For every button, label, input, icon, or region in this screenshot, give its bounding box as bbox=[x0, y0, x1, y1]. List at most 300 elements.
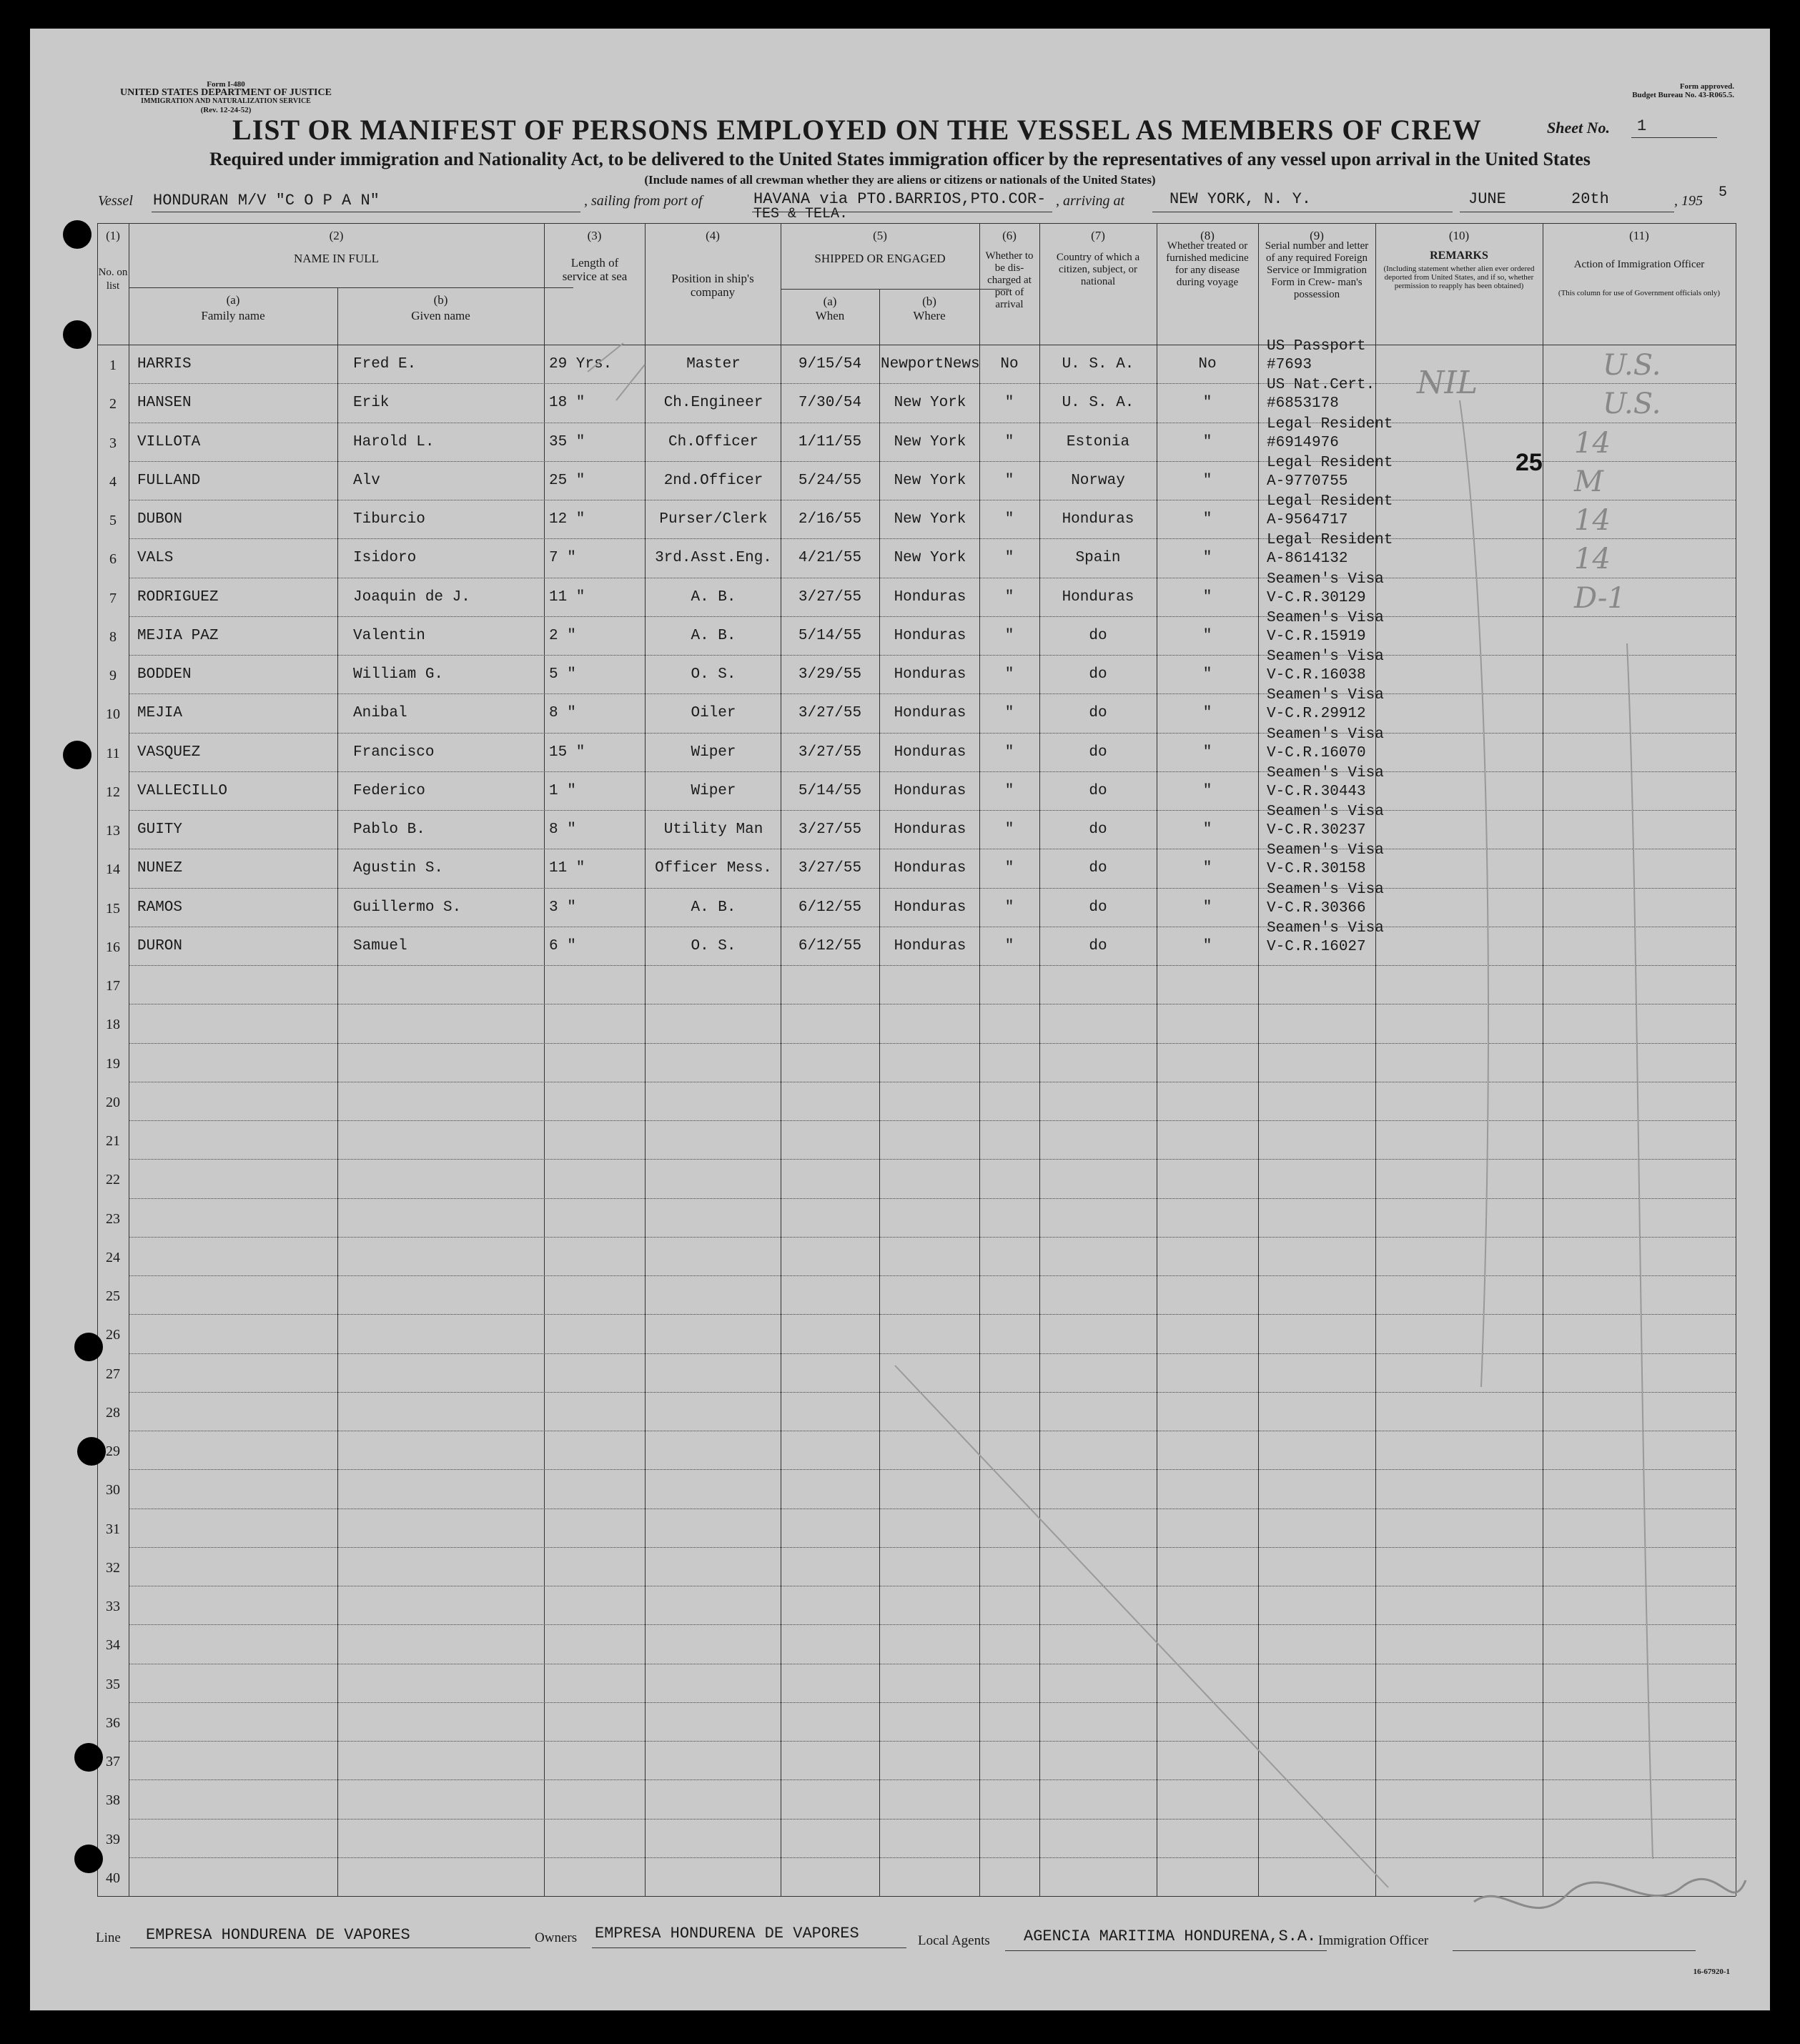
given-name-cell: Federico bbox=[353, 782, 425, 799]
col9-header: Serial number and letter of any required Foreign Service or Immigration Form in Crew- man's possession bbox=[1265, 240, 1369, 300]
document-number-cell: #6853178 bbox=[1267, 395, 1339, 413]
family-name-cell: RODRIGUEZ bbox=[137, 588, 219, 606]
shipped-when-cell: 6/12/55 bbox=[798, 937, 862, 954]
shipped-where-cell: Honduras bbox=[894, 782, 966, 799]
arriving-port: NEW YORK, N. Y. bbox=[1169, 190, 1312, 208]
discharged-cell: " bbox=[1004, 782, 1014, 799]
position-cell: Purser/Clerk bbox=[659, 511, 768, 528]
col6-header: Whether to be dis- charged at port of arrival bbox=[985, 250, 1034, 310]
col3-header: Length of service at sea bbox=[562, 256, 628, 283]
discharged-cell: No bbox=[1000, 356, 1019, 372]
service-cell: 5 " bbox=[549, 666, 576, 683]
officer-action-mark: D-1 bbox=[1574, 581, 1626, 615]
document-number-cell: V-C.R.15919 bbox=[1267, 628, 1366, 645]
service-cell: 8 " bbox=[549, 821, 576, 838]
officer-underline bbox=[1453, 1950, 1696, 1951]
document-number-cell: V-C.R.30129 bbox=[1267, 589, 1366, 606]
row-number: 9 bbox=[109, 668, 117, 683]
document-number-cell: V-C.R.30443 bbox=[1267, 783, 1366, 800]
row-number: 32 bbox=[106, 1559, 120, 1576]
service-cell: 29 Yrs. bbox=[549, 356, 613, 372]
service-cell: 2 " bbox=[549, 627, 576, 644]
shipped-where-cell: New York bbox=[894, 433, 966, 450]
shipped-where-cell: Honduras bbox=[894, 860, 966, 877]
col5a-number: (a) bbox=[823, 295, 837, 308]
given-name-cell: Tiburcio bbox=[353, 511, 425, 528]
col5b-number: (b) bbox=[922, 295, 936, 308]
service-cell: 1 " bbox=[549, 782, 576, 799]
page-title: LIST OR MANIFEST OF PERSONS EMPLOYED ON THE VESSEL AS MEMBERS OF CREW bbox=[232, 114, 1482, 146]
medicine-cell: " bbox=[1202, 588, 1212, 606]
service-cell: 11 " bbox=[549, 588, 585, 606]
position-cell: 3rd.Asst.Eng. bbox=[655, 550, 772, 567]
remark-nil-mark: NIL bbox=[1417, 365, 1478, 401]
shipped-where-cell: Honduras bbox=[894, 937, 966, 954]
include-note: (Include names of all crewman whether they are aliens or citizens or nationals of the United States) bbox=[644, 173, 1156, 187]
medicine-cell: " bbox=[1202, 550, 1212, 567]
col10-number: (10) bbox=[1448, 229, 1470, 242]
row-number: 29 bbox=[106, 1443, 120, 1459]
given-name-cell: Valentin bbox=[353, 627, 425, 644]
shipped-when-cell: 3/27/55 bbox=[798, 705, 862, 722]
given-name-cell: Erik bbox=[353, 395, 390, 412]
discharged-cell: " bbox=[1004, 627, 1014, 644]
row-number: 34 bbox=[106, 1637, 120, 1654]
discharged-cell: " bbox=[1004, 937, 1014, 954]
discharged-cell: " bbox=[1004, 550, 1014, 567]
position-cell: Utility Man bbox=[663, 821, 763, 838]
punch-hole bbox=[63, 741, 92, 769]
sailing-port-1: HAVANA via PTO.BARRIOS,PTO.COR- bbox=[753, 190, 1047, 208]
position-cell: Wiper bbox=[691, 744, 736, 761]
year-suffix: 5 bbox=[1719, 184, 1728, 201]
given-name-cell: Joaquin de J. bbox=[353, 588, 470, 606]
row-number: 28 bbox=[106, 1404, 120, 1421]
family-name-cell: MEJIA PAZ bbox=[137, 627, 219, 644]
col11-number: (11) bbox=[1629, 229, 1649, 242]
family-name-cell: VILLOTA bbox=[137, 433, 201, 450]
page-subtitle: Required under immigration and Nationality Act, to be delivered to the United States immigration officer by the representatives of any vessel upon arrival in the United States bbox=[209, 149, 1591, 169]
document-number-cell: A-9564717 bbox=[1267, 512, 1348, 528]
medicine-cell: " bbox=[1202, 666, 1212, 683]
discharged-cell: " bbox=[1004, 860, 1014, 877]
document-number-cell: V-C.R.30158 bbox=[1267, 861, 1366, 878]
owners-underline bbox=[592, 1947, 906, 1948]
document-type-cell: Seamen's Visa bbox=[1267, 919, 1384, 937]
col6-number: (6) bbox=[1002, 229, 1017, 242]
punch-hole bbox=[74, 1333, 103, 1361]
row-number: 2 bbox=[109, 396, 117, 413]
country-cell: Norway bbox=[1071, 472, 1125, 489]
given-name-cell: Agustin S. bbox=[353, 860, 444, 877]
medicine-cell: " bbox=[1202, 860, 1212, 877]
shipped-when-cell: 5/24/55 bbox=[798, 472, 862, 489]
officer-action-mark: U.S. bbox=[1603, 387, 1661, 421]
country-cell: do bbox=[1089, 782, 1107, 799]
row-number: 37 bbox=[106, 1754, 120, 1769]
row-number: 11 bbox=[106, 745, 120, 761]
service-cell: 18 " bbox=[549, 395, 585, 412]
print-code: 16-67920-1 bbox=[1693, 1968, 1730, 1976]
family-name-cell: DUBON bbox=[137, 511, 183, 528]
family-name-cell: RAMOS bbox=[137, 899, 183, 916]
shipped-when-cell: 2/16/55 bbox=[798, 511, 862, 528]
medicine-cell: No bbox=[1198, 356, 1217, 372]
row-number: 36 bbox=[106, 1714, 120, 1731]
shipped-when-cell: 3/29/55 bbox=[798, 666, 862, 683]
col2b-header: Given name bbox=[411, 309, 470, 322]
shipped-when-cell: 5/14/55 bbox=[798, 627, 862, 644]
row-number: 24 bbox=[106, 1249, 120, 1265]
punch-hole bbox=[74, 1845, 103, 1873]
position-cell: Oiler bbox=[691, 705, 736, 722]
row-number: 38 bbox=[106, 1792, 120, 1809]
document-type-cell: Legal Resident bbox=[1267, 532, 1393, 549]
sheet-number-label: Sheet No. bbox=[1547, 119, 1610, 137]
col2-number: (2) bbox=[329, 229, 344, 242]
row-number: 33 bbox=[106, 1599, 120, 1614]
row-number: 25 bbox=[106, 1288, 120, 1304]
document-number-cell: V-C.R.30237 bbox=[1267, 822, 1366, 839]
country-cell: Estonia bbox=[1066, 433, 1130, 450]
position-cell: A. B. bbox=[691, 627, 736, 644]
arrival-month: JUNE bbox=[1468, 190, 1506, 208]
country-cell: do bbox=[1089, 744, 1107, 761]
shipped-where-cell: Honduras bbox=[894, 588, 966, 606]
row-number: 1 bbox=[109, 357, 117, 373]
discharged-cell: " bbox=[1004, 395, 1014, 412]
given-name-cell: William G. bbox=[353, 666, 444, 683]
country-cell: do bbox=[1089, 821, 1107, 838]
position-cell: 2nd.Officer bbox=[663, 472, 763, 489]
document-number-cell: A-8614132 bbox=[1267, 551, 1348, 568]
owners-label: Owners bbox=[535, 1930, 578, 1945]
shipped-when-cell: 5/14/55 bbox=[798, 782, 862, 799]
col5-number: (5) bbox=[873, 229, 887, 242]
officer-label: Immigration Officer bbox=[1318, 1933, 1429, 1948]
medicine-cell: " bbox=[1202, 472, 1212, 489]
agents-value: AGENCIA MARITIMA HONDURENA,S.A. bbox=[1024, 1927, 1317, 1945]
col4-header: Position in ship's company bbox=[671, 272, 754, 299]
document-type-cell: Seamen's Visa bbox=[1267, 842, 1384, 859]
document-type-cell: Seamen's Visa bbox=[1267, 687, 1384, 704]
position-cell: O. S. bbox=[691, 666, 736, 683]
given-name-cell: Guillermo S. bbox=[353, 899, 462, 916]
family-name-cell: BODDEN bbox=[137, 666, 192, 683]
document-type-cell: Seamen's Visa bbox=[1267, 648, 1384, 665]
row-number: 21 bbox=[106, 1133, 120, 1149]
document-number-cell: V-C.R.29912 bbox=[1267, 706, 1366, 723]
col1-number: (1) bbox=[106, 229, 120, 242]
budget-bureau-text: Budget Bureau No. 43-R065.5. bbox=[1632, 91, 1734, 99]
medicine-cell: " bbox=[1202, 705, 1212, 722]
row-number: 39 bbox=[106, 1831, 120, 1847]
row-number: 27 bbox=[106, 1366, 120, 1382]
row-number: 20 bbox=[106, 1094, 120, 1110]
document-type-cell: Seamen's Visa bbox=[1267, 726, 1384, 743]
medicine-cell: " bbox=[1202, 821, 1212, 838]
family-name-cell: HANSEN bbox=[137, 395, 192, 412]
service-cell: 3 " bbox=[549, 899, 576, 916]
discharged-cell: " bbox=[1004, 433, 1014, 450]
country-cell: do bbox=[1089, 705, 1107, 722]
row-number: 15 bbox=[106, 900, 120, 917]
col7-header: Country of which a citizen, subject, or national bbox=[1056, 252, 1140, 287]
shipped-where-cell: New York bbox=[894, 472, 966, 489]
row-number: 22 bbox=[106, 1172, 120, 1188]
family-name-cell: FULLAND bbox=[137, 472, 201, 489]
row-number: 16 bbox=[106, 939, 120, 955]
country-cell: do bbox=[1089, 627, 1107, 644]
row-number: 23 bbox=[106, 1210, 120, 1227]
punch-hole bbox=[77, 1437, 106, 1466]
service-cell: 12 " bbox=[549, 511, 585, 528]
given-name-cell: Samuel bbox=[353, 937, 407, 954]
medicine-cell: " bbox=[1202, 937, 1212, 954]
shipped-when-cell: 7/30/54 bbox=[798, 395, 862, 412]
service-name: IMMIGRATION AND NATURALIZATION SERVICE bbox=[141, 97, 311, 105]
agents-underline bbox=[1005, 1950, 1327, 1951]
sailing-port-2: TES & TELA. bbox=[753, 206, 849, 222]
shipped-where-cell: New York bbox=[894, 511, 966, 528]
document-type-cell: Legal Resident bbox=[1267, 415, 1393, 433]
family-name-cell: HARRIS bbox=[137, 356, 192, 372]
col2-header: NAME IN FULL bbox=[294, 252, 379, 265]
col5b-header: Where bbox=[913, 309, 946, 322]
sheet-number-value: 1 bbox=[1637, 117, 1647, 135]
document-number-cell: #7693 bbox=[1267, 357, 1312, 373]
col8-number: (8) bbox=[1200, 229, 1215, 242]
medicine-cell: " bbox=[1202, 395, 1212, 412]
family-name-cell: VALS bbox=[137, 550, 174, 567]
col1-header: No. on list bbox=[98, 267, 128, 292]
shipped-when-cell: 4/21/55 bbox=[798, 550, 862, 567]
position-cell: O. S. bbox=[691, 937, 736, 954]
position-cell: Ch.Officer bbox=[668, 433, 759, 450]
form-approved-text: Form approved. bbox=[1679, 82, 1734, 91]
col8-header: Whether treated or furnished medicine for any disease during voyage bbox=[1166, 240, 1249, 288]
line-value: EMPRESA HONDURENA DE VAPORES bbox=[146, 1926, 410, 1944]
document-type-cell: Seamen's Visa bbox=[1267, 881, 1384, 898]
line-label: Line bbox=[96, 1930, 121, 1945]
document-type-cell: US Nat.Cert. bbox=[1267, 377, 1375, 394]
position-cell: Master bbox=[686, 356, 741, 372]
col10-note: (Including statement whether alien ever ordered deported from United States, and if so, whether permission to reapply has been obtained) bbox=[1383, 265, 1535, 290]
col4-number: (4) bbox=[706, 229, 720, 242]
row-number: 12 bbox=[106, 784, 120, 800]
service-cell: 35 " bbox=[549, 433, 585, 450]
line-underline bbox=[130, 1947, 530, 1948]
col2b-number: (b) bbox=[433, 293, 448, 307]
document-type-cell: Seamen's Visa bbox=[1267, 804, 1384, 820]
row-number: 40 bbox=[106, 1870, 120, 1886]
given-name-cell: Anibal bbox=[353, 705, 407, 722]
row-number: 17 bbox=[106, 978, 120, 994]
shipped-where-cell: New York bbox=[894, 395, 966, 412]
document-number-cell: #6914976 bbox=[1267, 434, 1339, 451]
document-type-cell: Seamen's Visa bbox=[1267, 571, 1384, 588]
row-number: 6 bbox=[109, 551, 117, 568]
officer-action-mark: 14 bbox=[1574, 543, 1611, 576]
shipped-when-cell: 1/11/55 bbox=[798, 433, 862, 450]
manifest-sheet bbox=[30, 29, 1770, 2010]
medicine-cell: " bbox=[1202, 782, 1212, 799]
shipped-where-cell: New York bbox=[894, 550, 966, 567]
shipped-where-cell: Honduras bbox=[894, 666, 966, 683]
shipped-where-cell: Honduras bbox=[894, 705, 966, 722]
discharged-cell: " bbox=[1004, 511, 1014, 528]
stamp-number: 25 bbox=[1515, 449, 1543, 476]
position-cell: A. B. bbox=[691, 899, 736, 916]
row-number: 13 bbox=[106, 823, 120, 839]
family-name-cell: NUNEZ bbox=[137, 860, 183, 877]
agents-label: Local Agents bbox=[918, 1933, 990, 1948]
country-cell: Honduras bbox=[1062, 511, 1134, 528]
shipped-when-cell: 3/27/55 bbox=[798, 821, 862, 838]
shipped-where-cell: NewportNews bbox=[881, 356, 980, 372]
country-cell: do bbox=[1089, 899, 1107, 916]
country-cell: Honduras bbox=[1062, 588, 1134, 606]
row-number: 19 bbox=[106, 1055, 120, 1072]
service-cell: 6 " bbox=[549, 937, 576, 954]
shipped-where-cell: Honduras bbox=[894, 627, 966, 644]
position-cell: Officer Mess. bbox=[655, 860, 772, 877]
discharged-cell: " bbox=[1004, 588, 1014, 606]
document-type-cell: Seamen's Visa bbox=[1267, 609, 1384, 626]
shipped-when-cell: 9/15/54 bbox=[798, 356, 862, 372]
discharged-cell: " bbox=[1004, 899, 1014, 916]
given-name-cell: Harold L. bbox=[353, 433, 435, 450]
col11-note: (This column for use of Government officials only) bbox=[1558, 289, 1721, 297]
given-name-cell: Fred E. bbox=[353, 356, 417, 372]
country-cell: do bbox=[1089, 666, 1107, 683]
service-cell: 11 " bbox=[549, 860, 585, 877]
officer-action-mark: U.S. bbox=[1603, 349, 1661, 382]
family-name-cell: GUITY bbox=[137, 821, 183, 838]
col5a-header: When bbox=[815, 309, 845, 322]
family-name-cell: VASQUEZ bbox=[137, 744, 201, 761]
col5-header: SHIPPED OR ENGAGED bbox=[814, 252, 946, 265]
document-number-cell: V-C.R.30366 bbox=[1267, 899, 1366, 917]
given-name-cell: Isidoro bbox=[353, 550, 417, 567]
row-number: 8 bbox=[109, 628, 117, 645]
col2a-header: Family name bbox=[201, 309, 265, 322]
row-number: 35 bbox=[106, 1676, 120, 1692]
family-name-cell: DURON bbox=[137, 937, 183, 954]
discharged-cell: " bbox=[1004, 705, 1014, 722]
col3-number: (3) bbox=[587, 229, 602, 242]
row-number: 30 bbox=[106, 1482, 120, 1499]
col10-header: REMARKS bbox=[1430, 250, 1488, 262]
service-cell: 25 " bbox=[549, 472, 585, 489]
medicine-cell: " bbox=[1202, 627, 1212, 644]
row-number: 14 bbox=[106, 861, 120, 878]
arriving-label: , arriving at bbox=[1056, 193, 1125, 209]
shipped-when-cell: 6/12/55 bbox=[798, 899, 862, 916]
country-cell: do bbox=[1089, 937, 1107, 954]
row-number: 31 bbox=[106, 1521, 120, 1537]
year-prefix: , 195 bbox=[1674, 193, 1703, 209]
officer-action-mark: M bbox=[1574, 465, 1603, 498]
given-name-cell: Pablo B. bbox=[353, 821, 425, 838]
document-type-cell: Legal Resident bbox=[1267, 454, 1393, 471]
document-number-cell: A-9770755 bbox=[1267, 473, 1348, 490]
col9-number: (9) bbox=[1310, 229, 1324, 242]
medicine-cell: " bbox=[1202, 744, 1212, 761]
position-cell: Ch.Engineer bbox=[663, 395, 763, 412]
document-number-cell: V-C.R.16027 bbox=[1267, 938, 1366, 955]
given-name-cell: Alv bbox=[353, 472, 380, 489]
medicine-cell: " bbox=[1202, 433, 1212, 450]
punch-hole bbox=[74, 1743, 103, 1772]
service-cell: 15 " bbox=[549, 744, 585, 761]
sailing-label: , sailing from port of bbox=[584, 193, 703, 209]
shipped-where-cell: Honduras bbox=[894, 744, 966, 761]
shipped-when-cell: 3/27/55 bbox=[798, 744, 862, 761]
punch-hole bbox=[63, 220, 92, 249]
row-number: 7 bbox=[109, 590, 117, 606]
officer-action-mark: 14 bbox=[1574, 504, 1611, 537]
discharged-cell: " bbox=[1004, 821, 1014, 838]
shipped-when-cell: 3/27/55 bbox=[798, 588, 862, 606]
shipped-where-cell: Honduras bbox=[894, 899, 966, 916]
document-number-cell: V-C.R.16038 bbox=[1267, 667, 1366, 683]
country-cell: U. S. A. bbox=[1062, 395, 1134, 412]
document-type-cell: Seamen's Visa bbox=[1267, 764, 1384, 781]
discharged-cell: " bbox=[1004, 472, 1014, 489]
row-number: 10 bbox=[106, 706, 120, 723]
position-cell: Wiper bbox=[691, 782, 736, 799]
medicine-cell: " bbox=[1202, 899, 1212, 916]
given-name-cell: Francisco bbox=[353, 744, 435, 761]
document-type-cell: US Passport bbox=[1267, 338, 1366, 355]
arrival-day: 20th bbox=[1571, 190, 1609, 208]
vessel-label: Vessel bbox=[98, 193, 133, 209]
punch-hole bbox=[63, 320, 92, 349]
shipped-when-cell: 3/27/55 bbox=[798, 860, 862, 877]
discharged-cell: " bbox=[1004, 666, 1014, 683]
row-number: 3 bbox=[109, 435, 117, 451]
document-number-cell: V-C.R.16070 bbox=[1267, 744, 1366, 761]
family-name-cell: MEJIA bbox=[137, 705, 183, 722]
document-type-cell: Legal Resident bbox=[1267, 493, 1393, 510]
discharged-cell: " bbox=[1004, 744, 1014, 761]
family-name-cell: VALLECILLO bbox=[137, 782, 228, 799]
department-name: UNITED STATES DEPARTMENT OF JUSTICE bbox=[120, 87, 332, 98]
shipped-where-cell: Honduras bbox=[894, 821, 966, 838]
col2a-number: (a) bbox=[226, 293, 240, 307]
revision-date: (Rev. 12-24-52) bbox=[200, 106, 252, 114]
country-cell: do bbox=[1089, 860, 1107, 877]
service-cell: 7 " bbox=[549, 550, 576, 567]
pencil-strokes bbox=[30, 29, 1770, 2010]
col11-header: Action of Immigration Officer bbox=[1573, 259, 1705, 270]
form-number: Form I-480 bbox=[207, 80, 245, 89]
country-cell: U. S. A. bbox=[1062, 356, 1134, 372]
country-cell: Spain bbox=[1075, 550, 1121, 567]
row-number: 26 bbox=[106, 1327, 120, 1343]
row-number: 4 bbox=[109, 473, 117, 490]
position-cell: A. B. bbox=[691, 588, 736, 606]
owners-value: EMPRESA HONDURENA DE VAPORES bbox=[595, 1925, 859, 1942]
vessel-name: HONDURAN M/V "C O P A N" bbox=[153, 192, 380, 209]
service-cell: 8 " bbox=[549, 705, 576, 722]
officer-action-mark: 14 bbox=[1574, 426, 1611, 460]
col7-number: (7) bbox=[1091, 229, 1105, 242]
medicine-cell: " bbox=[1202, 511, 1212, 528]
row-number: 5 bbox=[109, 513, 117, 528]
row-number: 18 bbox=[106, 1017, 120, 1033]
